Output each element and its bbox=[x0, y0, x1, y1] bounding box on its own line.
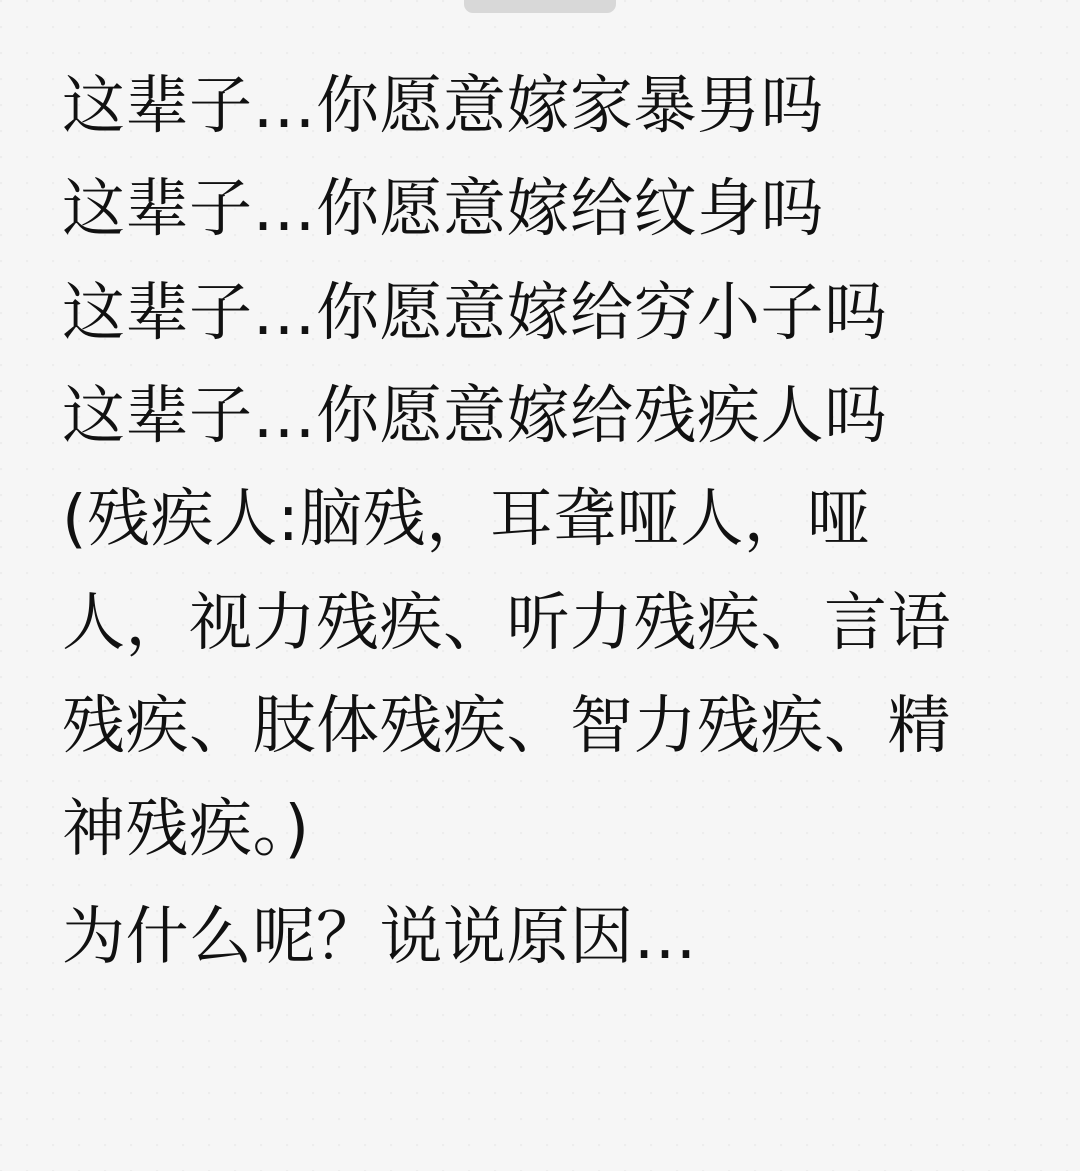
closing-prompt: 为什么呢？说说原因… bbox=[62, 899, 697, 973]
question-line-4: 这辈子…你愿意嫁给残疾人吗 bbox=[62, 378, 888, 452]
disability-definition-note: (残疾人:脑残，耳聋哑人，哑人，视力残疾、听力残疾、言语残疾、肢体残疾、智力残疾、精神残疾。) bbox=[62, 482, 951, 866]
question-line-1: 这辈子…你愿意嫁家暴男吗 bbox=[62, 69, 824, 142]
question-line-3: 这辈子…你愿意嫁给穷小子吗 bbox=[62, 275, 888, 349]
status-bar-notch bbox=[464, 0, 616, 13]
question-line-2: 这辈子…你愿意嫁给纹身吗 bbox=[62, 172, 824, 246]
